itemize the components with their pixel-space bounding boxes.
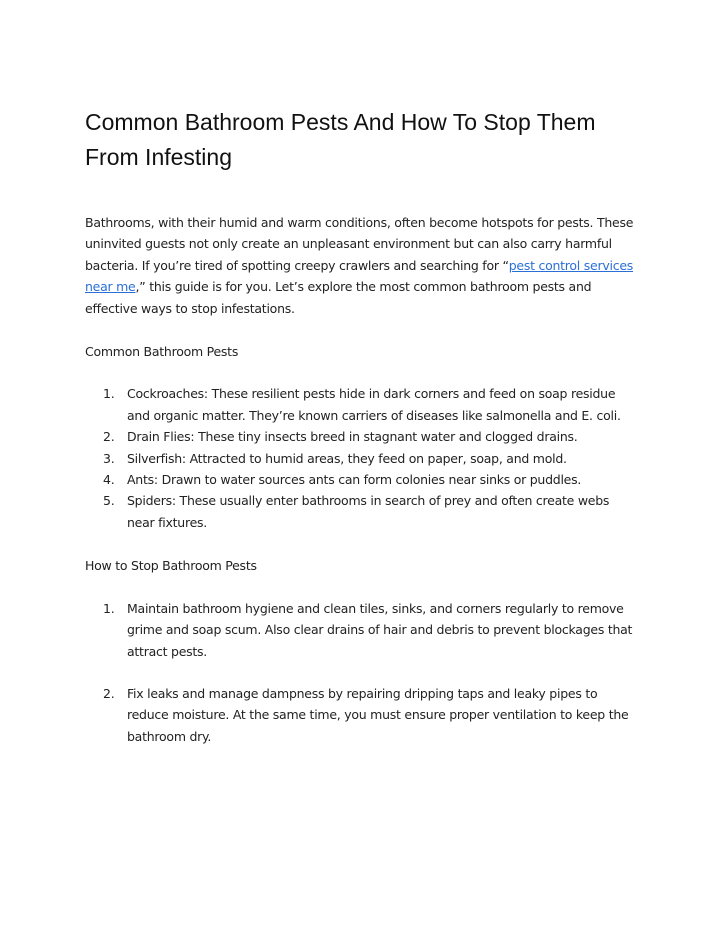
- list-item: [85, 490, 635, 533]
- list-item-number: 3.: [103, 450, 115, 466]
- section-heading-common-pests: Common Bathroom Pests: [85, 344, 239, 360]
- list-item-number: 5.: [103, 493, 115, 509]
- list-item-number: 2.: [103, 429, 115, 445]
- common-pests-list: [85, 383, 635, 533]
- list-item-text: Silverfish: Attracted to humid areas, they feed on paper, soap, and mold.: [127, 450, 567, 466]
- list-item: [85, 469, 635, 490]
- list-item-text: Ants: Drawn to water sources ants can form colonies near sinks or puddles.: [127, 472, 582, 488]
- list-item: [85, 448, 635, 469]
- list-item-text: Cockroaches: These resilient pests hide in dark corners and feed on soap residue and organic matter. They’re known carriers of diseases like salmonella and E. coli.: [127, 386, 621, 423]
- prevention-steps-list: [85, 598, 635, 747]
- list-item: [85, 598, 635, 662]
- list-item: [85, 426, 635, 447]
- list-item-number: 2.: [103, 685, 115, 701]
- list-item-text: Spiders: These usually enter bathrooms in search of prey and often create webs near fixtures.: [127, 493, 610, 530]
- list-item-number: 1.: [103, 386, 115, 402]
- document-title: Common Bathroom Pests And How To Stop Them From Infesting: [85, 109, 596, 170]
- intro-paragraph: [85, 212, 635, 319]
- document-content: [85, 105, 635, 747]
- intro-text-after-link: ,” this guide is for you. Let’s explore the most common bathroom pests and effective ways to stop infestations.: [85, 279, 592, 316]
- list-item-text: Fix leaks and manage dampness by repairing dripping taps and leaky pipes to reduce moisture. At the same time, you must ensure proper ventilation to keep the bathroom dry.: [127, 685, 629, 744]
- list-item: [85, 383, 635, 426]
- intro-text-before-link: Bathrooms, with their humid and warm conditions, often become hotspots for pests. These uninvited guests not only create an unpleasant environment but can also carry harmful bacteria. If you’re tired of spotting creepy crawlers and searching for “: [85, 215, 634, 273]
- section-heading-how-to-stop: How to Stop Bathroom Pests: [85, 558, 257, 574]
- list-item-number: 4.: [103, 472, 115, 488]
- list-item-text: Maintain bathroom hygiene and clean tiles, sinks, and corners regularly to remove grime and soap scum. Also clear drains of hair and debris to prevent blockages that attract pests.: [127, 600, 633, 659]
- list-item-text: Drain Flies: These tiny insects breed in stagnant water and clogged drains.: [127, 429, 578, 445]
- list-item-number: 1.: [103, 600, 115, 616]
- pest-control-link[interactable]: pest control services near me: [85, 257, 634, 295]
- list-item: [85, 683, 635, 747]
